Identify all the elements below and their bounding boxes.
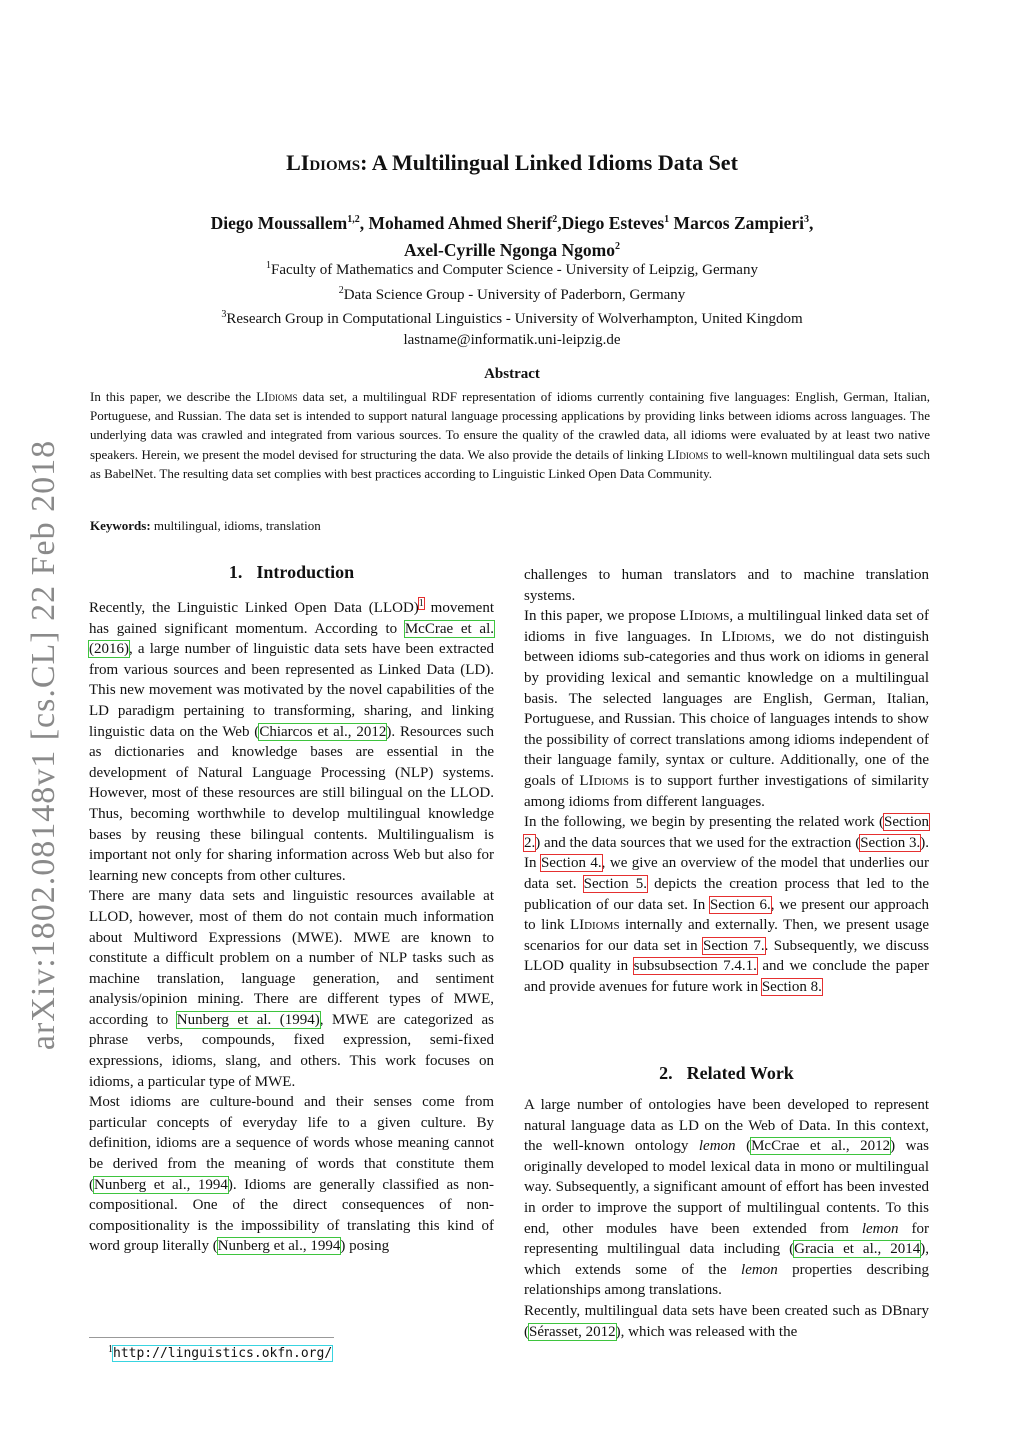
body-text: and we conclude the paper and provide avenues for future work in <box>524 958 929 995</box>
abstract-lidioms: LIdioms <box>256 389 298 404</box>
author-name: Diego Moussallem <box>210 212 348 233</box>
lidioms-name: LIdioms <box>721 628 772 645</box>
body-text: , we present our approach to link <box>524 896 929 934</box>
lemon-term: lemon <box>698 1138 736 1155</box>
body-text: , MWE are categorized as phrase verbs, compounds, fixed expression, semi-fixed expressions, idioms, slang, and others. This work focuses on idioms, a particular type of MWE. <box>89 1011 494 1090</box>
author-name: Mohamed Ahmed Sherif <box>368 212 553 233</box>
body-text: properties describing relationships among translations. <box>524 1261 929 1299</box>
footnote-number: 1 <box>108 1344 113 1355</box>
author-sup: 3 <box>803 214 809 225</box>
section-ref-link[interactable]: Section 7. <box>702 937 765 954</box>
author-line-1 <box>0 208 1024 235</box>
affiliations <box>0 256 1024 350</box>
body-text: ). Resources such as dictionaries and knowledge bases are essential in the development of Natural Language Processing (NLP) systems. However, most of these resources are still bilingual on the LLOD. Thus, becoming worthwhile to develop multilingual knowledge bases by reusing these bilingual contents. Multilingualism is important not only for sharing information across Web but also for learning new concepts from other cultures. <box>89 723 495 884</box>
body-text: , a large number of linguistic data sets have been extracted from various sources and been represented as Linked Data (LD). This new movement was motivated by the novel capabilities of the LD paradigm pertaining to transforming, sharing, and linking linguistic data on the Web ( <box>89 641 494 740</box>
section-ref-link[interactable]: Section 2. <box>524 814 929 851</box>
section-ref-link[interactable]: Section 5. <box>583 875 648 892</box>
section-title: Related Work <box>686 1063 794 1083</box>
body-text: Recently, multilingual data sets have been created such as DBnary ( <box>524 1302 929 1340</box>
affil-text: Faculty of Mathematics and Computer Science - University of Leipzig, Germany <box>271 262 758 278</box>
affil-text: Research Group in Computational Linguistics - University of Wolverhampton, United Kingdom <box>226 311 803 327</box>
intro-paragraph-4: challenges to human translators and to machine translation systems. <box>524 567 929 604</box>
paper-title <box>0 150 1024 176</box>
lidioms-name: LIdioms <box>579 772 629 789</box>
body-text: ) posing <box>340 1238 390 1255</box>
citation-link[interactable]: Sérasset, 2012 <box>529 1323 616 1340</box>
abstract-text: data set, a multilingual RDF representation of idioms currently containing five languages: English, German, Italian, Portuguese, and Russian. The data set is intended to support natural language processing applications by providing links between idioms across languages. The underlying data was crawled and integrated from various sources. To ensure the quality of the crawled data, all idioms were evaluated by at least two native speakers. Herein, we present the model devised for structuring the data. We also provide the details of linking <box>90 389 930 462</box>
section-1-heading <box>89 562 494 583</box>
affil-sup: 3 <box>221 309 227 320</box>
body-text: ( <box>735 1138 752 1155</box>
citation-link[interactable]: Gracia et al., 2014 <box>794 1241 921 1258</box>
footnote <box>108 1344 332 1361</box>
body-text: ), which extends some of the <box>524 1241 930 1278</box>
citation-link[interactable]: Nunberg et al., 1994 <box>94 1176 228 1193</box>
body-text: movement has gained significant momentum. According to <box>89 600 494 637</box>
author-sep: , <box>557 212 562 233</box>
related-paragraph-2 <box>524 1301 929 1342</box>
body-text: ), which was released with the <box>615 1323 798 1340</box>
body-text: In the following, we begin by presenting the related work ( <box>524 814 884 831</box>
arxiv-stamp: arXiv:1802.08148v1 [cs.CL] 22 Feb 2018 <box>25 439 62 1051</box>
section-ref-link[interactable]: Section 8. <box>761 978 822 995</box>
section-ref-link[interactable]: Section 3. <box>860 834 921 851</box>
author-sup: 1,2 <box>347 214 360 225</box>
citation-link[interactable]: Nunberg et al. (1994) <box>176 1011 320 1028</box>
body-text: ). Idioms are generally classified as non-compositional. One of the direct consequences of non-compositionality is the impossibility of translating this kind of word group literally ( <box>89 1176 494 1255</box>
affil-sup: 1 <box>266 260 272 271</box>
keywords-label: Keywords: <box>90 518 151 533</box>
body-text: . Subsequently, we discuss LLOD quality in <box>524 937 929 975</box>
author-name: Marcos Zampieri <box>673 212 804 233</box>
right-column-related-work <box>524 1095 929 1342</box>
body-text: A large number of ontologies have been developed to represent natural language data as LD on the Web of Data. In this context, the well-known ontology <box>524 1097 929 1155</box>
left-column <box>89 594 494 1257</box>
section-ref-link[interactable]: Section 6. <box>709 896 771 913</box>
lemon-term: lemon <box>741 1261 778 1278</box>
right-column <box>524 565 929 997</box>
citation-link[interactable]: Chiarcos et al., 2012 <box>259 723 387 740</box>
title-rest: : A Multilingual Linked Idioms Data Set <box>360 150 738 175</box>
section-number: 2. <box>659 1063 673 1083</box>
affil-text: Data Science Group - University of Paderborn, Germany <box>343 286 686 303</box>
abstract-lidioms: LIdioms <box>667 446 709 462</box>
body-text: for representing multilingual data including ( <box>524 1220 929 1258</box>
intro-paragraph-6 <box>524 812 929 997</box>
keywords <box>90 518 321 534</box>
author-name: Axel-Cyrille Ngonga Ngomo <box>404 239 615 260</box>
section-2-heading <box>524 1063 929 1084</box>
affiliation-1 <box>0 256 1024 281</box>
section-ref-link[interactable]: subsubsection 7.4.1. <box>633 958 757 975</box>
body-text: depicts the creation process that led to the publication of our data set. In <box>524 875 929 913</box>
body-text: Most idioms are culture-bound and their senses come from particular concepts of everyday life to a given culture. By definition, idioms are a sequence of words whose meaning cannot be derived from the meaning of words that constitute them ( <box>89 1094 494 1193</box>
affiliation-3 <box>0 305 1024 330</box>
citation-link[interactable]: McCrae et al., 2012 <box>751 1138 891 1155</box>
contact-email: lastname@informatik.uni-leipzig.de <box>403 331 621 348</box>
title-lidioms: LIdioms <box>286 150 361 175</box>
body-text: is to support further investigations of similarity among idioms from different languages. <box>524 772 929 810</box>
affil-sup: 2 <box>338 284 344 296</box>
body-text: In this paper, we propose <box>524 608 680 625</box>
body-text: , a multilingual linked data set of idioms in five languages. In <box>524 608 929 645</box>
body-text: Recently, the Linguistic Linked Open Data (LLOD) <box>89 600 419 616</box>
intro-paragraph-5 <box>524 606 929 812</box>
body-text: internally and externally. Then, we present usage scenarios for our data set in <box>524 917 929 954</box>
intro-paragraph-2 <box>89 886 494 1092</box>
footnote-url-link[interactable]: http://linguistics.okfn.org/ <box>113 1346 333 1362</box>
author-sup: 2 <box>614 240 620 252</box>
related-paragraph-1 <box>524 1095 929 1301</box>
abstract-heading: Abstract <box>484 366 540 382</box>
author-sep: , <box>808 212 814 233</box>
body-text: ) and the data sources that we used for the extraction ( <box>535 834 861 851</box>
footnote-mark-link[interactable]: 1 <box>418 598 424 609</box>
abstract-text: to well-known multilingual data sets such as BabelNet. The resulting data set complies with best practices according to Linguistic Linked Open Data Community. <box>90 446 930 481</box>
keywords-text: multilingual, idioms, translation <box>150 518 321 533</box>
lidioms-name: LIdioms <box>569 917 620 934</box>
author-sup: 1 <box>664 214 670 225</box>
body-text: , we do not distinguish between idioms sub-categories and thus work on idioms in general by providing lexical and semantic knowledge on a multilingual basis. The selected languages are English, German, Italian, Portuguese, and Russian. This choice of languages intends to show the possibility of correct translations among idioms independent of their language family, syntax or culture. Additionally, one of the goals of <box>524 628 929 789</box>
author-list <box>0 208 1024 262</box>
body-text: ) was originally developed to model lexical data in mono or multilingual way. Subsequently, a significant amount of effort has been invested in order to improve the support of multilingual contents. To this end, other modules have been extended from <box>524 1138 929 1237</box>
citation-link[interactable]: McCrae et al. (2016) <box>89 620 494 658</box>
lidioms-name: LIdioms <box>679 608 730 625</box>
footnote-divider <box>89 1337 334 1338</box>
lemon-term: lemon <box>861 1220 899 1237</box>
intro-paragraph-3 <box>89 1092 494 1257</box>
body-text: ). In <box>524 834 929 872</box>
author-sup: 2 <box>552 214 558 225</box>
intro-paragraph-1 <box>89 594 494 886</box>
citation-link[interactable]: Nunberg et al., 1994 <box>217 1238 341 1255</box>
author-sep: , <box>359 212 369 233</box>
section-number: 1. <box>228 562 243 582</box>
section-ref-link[interactable]: Section 4. <box>540 855 602 872</box>
abstract-body <box>90 387 930 483</box>
author-name: Diego Esteves <box>561 212 665 233</box>
abstract-text: In this paper, we describe the <box>90 389 257 404</box>
section-title: Introduction <box>256 562 355 582</box>
body-text: , we give an overview of the model that underlies our data set. <box>524 855 929 892</box>
affiliation-2 <box>0 281 1024 306</box>
body-text: There are many data sets and linguistic resources available at LLOD, however, most of them do not contain much information about Multiword Expressions (MWE). MWE are known to constitute a difficult problem on a number of NLP tasks such as machine translation, language generation, and sentiment analysis/opinion mining. There are different types of MWE, according to <box>89 888 494 1028</box>
